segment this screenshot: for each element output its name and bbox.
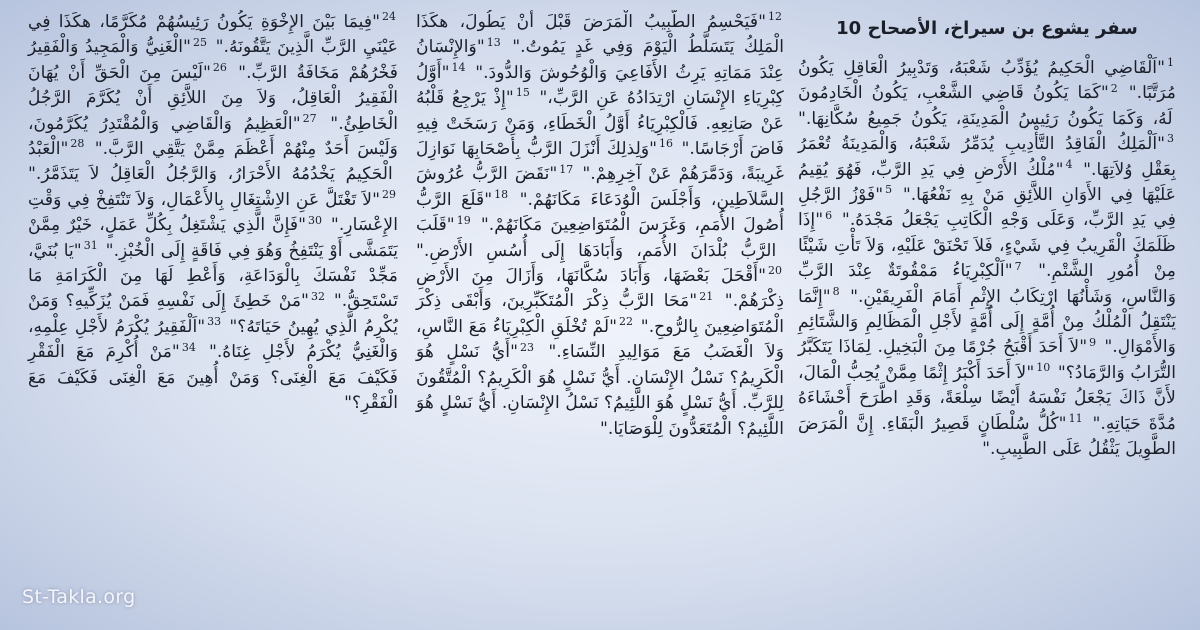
verse: $^{30}$"فَإِنَّ الَّذِي يَشْتَغِلُ بِكُلِّ عَمَلٍ، خَيْرٌ مِمَّنْ يَتَمَشَّى أَوْ يَنْتَفِخُ وَهُوَ فِي فَاقَةٍ إِلَى الْخُبْزِ."	[28, 213, 399, 261]
column-middle	[410, 10, 790, 610]
verse: $^9$"لاَ أَحَدَ أَقْبَحُ جُرْمًا مِنَ الْبَخِيلِ. لِمَاذَا يَتَكَبَّرُ التُّرَابُ وَالرَّمَادُ؟"	[798, 335, 1176, 383]
site-watermark: St-Takla.org	[22, 586, 136, 608]
verse: $^{26}$"لَيْسَ مِنَ الْحَقِّ أَنْ يُهَانَ الْفَقِيرُ الْعَاقِلُ، وَلاَ مِنَ اللاَّئِقِ أَنْ يُكَرَّمَ الرَّجُلُ الْخَاطِئُ."	[28, 61, 399, 134]
verse: $^6$"إِذَا ظَلَمَكَ الْقَرِيبُ فِي شَيْءٍ، فَلاَ تَحْنَقْ عَلَيْهِ، وَلاَ تَأْتِ شَيْئًا مِنْ أُمُورِ الشَّتْمِ."	[798, 208, 1176, 282]
verse: $^{16}$"وَلِذلِكَ أَنْزَلَ الرَّبُّ بِأَصْحَابِهَا نَوَازِلَ غَرِيبَةً، وَدَمَّرَهُمْ عَنْ آخِرِهِمْ."	[416, 137, 785, 185]
verse: $^{13}$"وَالإِنْسَانُ عِنْدَ مَمَاتِهِ يَرِثُ الأَفَاعِيَ وَالْوُحُوشَ وَالدُّودَ."	[416, 35, 784, 83]
column-right	[792, 16, 1182, 616]
verse: $^{28}$"الْعَبْدُ الْحَكِيمُ يَخْدُمُهُ الأَحْرَارُ، وَالرَّجُلُ الْعَاقِلُ لاَ يَتَذَمَّرُ."	[28, 137, 393, 185]
verse: $^2$"كَمَا يَكُونُ قَاضِي الشَّعْبِ، يَكُونُ الْخَادِمُونَ لَهُ، وَكَمَا يَكُونُ رَئِيسُ الْمَدِينَةِ، يَكُونُ جَمِيعُ سُكَّانِهَا."	[798, 81, 1173, 129]
verse: $^{32}$"مَنْ خَطِئَ إِلَى نَفْسِهِ فَمَنْ يُزَكِّيهِ؟ وَمَنْ يُكْرِمُ الَّذِي يُهِينُ حَيَاتَهُ؟"	[28, 289, 399, 337]
verse: $^{10}$"لاَ أَحَدَ أَكْبَرُ إِثْمًا مِمَّنْ يُحِبُّ الْمَالَ، لأَنَّ ذَاكَ يَجْعَلُ نَفْسَهُ أَيْضًا سِلْعَةً، وَقَدِ اطَّرَحَ أَحْشَاءَهُ مُدَّةَ حَيَاتِهِ."	[798, 361, 1176, 434]
verse: $^8$"إِنَّمَا يَنْتَقِلُ الْمُلْكُ مِنْ أُمَّةٍ إِلَى أُمَّةٍ لأَجْلِ الْمَظَالِمِ وَالشَّتَائِمِ وَالأَمْوَالِ."	[798, 284, 1176, 358]
verse: $^3$"اَلْمَلِكُ الْفَاقِدُ التَّأْدِيبِ يُدَمِّرُ شَعْبَهُ، وَالْمَدِينَةُ تُعْمَرُ بِعَقْلِ وُلاَتِهَا."	[798, 132, 1176, 180]
verse: $^{23}$"أَيُّ نَسْلٍ هُوَ الْكَرِيمُ؟ نَسْلُ الإِنْسَانِ. أَيُّ نَسْلٍ هُوَ الْكَرِيمُ؟ الْمُتَّقُونَ لِلرَّبِّ. أَيُّ نَسْلٍ هُوَ اللَّئِيمُ؟ نَسْلُ الإِنْسَانِ. أَيُّ نَسْلٍ هُوَ اللَّئِيمُ؟ الْمُتَعَدُّونَ لِلْوَصَايَا."	[416, 340, 784, 439]
verse: $^1$"اَلْقَاضِي الْحَكِيمُ يُؤَدِّبُ شَعْبَهُ، وَتَدْبِيرُ الْعَاقِلِ يَكُونُ مُرَتَّبًا."	[798, 56, 1176, 104]
verse: $^{34}$"مَنْ أُكْرِمَ مَعَ الْفَقْرِ فَكَيْفَ مَعَ الْغِنَى؟ وَمَنْ أُهِينَ مَعَ الْغِنَى فَكَيْفَ مَعَ الْفَقْرِ؟"	[28, 340, 398, 414]
verse: $^{11}$"كُلُّ سُلْطَانٍ قَصِيرُ الْبَقَاءِ. إِنَّ الْمَرَضَ الطَّوِيلَ يَثْقُلُ عَلَى الطَّبِيبِ."	[798, 411, 1176, 460]
column-left	[22, 10, 404, 610]
verse: $^{14}$"أَوَّلُ كِبْرِيَاءِ الإِنْسَانِ ارْتِدَادُهُ عَنِ الرَّبِّ،"	[416, 61, 784, 109]
verse: $^5$"فَوْزُ الرَّجُلِ فِي يَدِ الرَّبِّ، وَعَلَى وَجْهِ الْكَاتِبِ يَجْعَلُ مَجْدَهُ."	[798, 183, 1177, 231]
verse: $^{31}$"يَا بُنَيَّ، مَجِّدْ نَفْسَكَ بِالْوَدَاعَةِ، وَأَعْطِ لَهَا مِنَ الْكَرَامَةِ مَا تَسْتَحِقُّ."	[28, 238, 398, 312]
verse: $^{19}$"قَلَبَ الرَّبُّ بُلْدَانَ الأُمَمِ، وَأَبَادَهَا إِلَى أُسُسِ الأَرْضِ."	[416, 213, 777, 261]
verse: $^{12}$"فَيَحْسِمُ الطَّبِيبُ الْمَرَضَ قَبْلَ أَنْ يَطُولَ، هكَذَا الْمَلِكُ يَتَسَلَّطُ الْيَوْمَ وَفِي غَدٍ يَمُوتُ."	[416, 10, 784, 58]
verse: $^{33}$"اَلْفَقِيرُ يُكْرَمُ لأَجْلِ عِلْمِهِ، وَالْغَنِيُّ يُكْرَمُ لأَجْلِ غِنَاهُ."	[28, 315, 398, 363]
verse: $^7$"اَلْكِبْرِيَاءُ مَمْقُوتَةٌ عِنْدَ الرَّبِّ وَالنَّاسِ، وَشَأْنُهَا ارْتِكَابُ الإِثْمِ أَمَامَ الْفَرِيقَيْنِ."	[798, 259, 1176, 307]
verse: $^{20}$"أَقْحَلَ بَعْضَهَا، وَأَبَادَ سُكَّانَهَا، وَأَزَالَ مِنَ الأَرْضِ ذِكْرَهُمْ."	[416, 264, 784, 312]
verse: $^{27}$"الْعَظِيمُ وَالْقَاضِي وَالْمُقْتَدِرُ يُكَرَّمُونَ، وَلَيْسَ أَحَدٌ مِنْهُمْ أَعْظَمَ مِمَّنْ يَتَّقِي الرَّبَّ."	[28, 111, 398, 160]
verse: $^{21}$"مَحَا الرَّبُّ ذِكْرَ الْمُتَكَبِّرِينَ، وَأَبْقَى ذِكْرَ الْمُتَوَاضِعِينَ بِالرُّوحِ."	[416, 289, 784, 337]
verse: $^{25}$"الْغَنِيُّ وَالْمَجِيدُ وَالْفَقِيرُ فَخْرُهُمْ مَخَافَةُ الرَّبِّ."	[28, 35, 398, 83]
verse: $^4$"مُلْكُ الأَرْضِ فِي يَدِ الرَّبِّ، فَهُوَ يُقِيمُ عَلَيْهَا فِي الأَوَانِ اللاَّئِقِ مَنْ بِهِ نَفْعُهَا."	[798, 157, 1176, 206]
verse: $^{24}$"فِيمَا بَيْنَ الإِخْوَةِ يَكُونُ رَئِيسُهُمْ مُكَرَّمًا، هكَذَا فِي عَيْنَيِ الرَّبِّ الَّذِينَ يَتَّقُونَهُ."	[28, 10, 398, 58]
verse: $^{18}$"قَلَعَ الرَّبُّ أُصُولَ الأُمَمِ، وَغَرَسَ الْمُتَوَاضِعِينَ مَكَانَهُمْ."	[416, 188, 785, 236]
verse: $^{15}$"إِذْ يَرْجِعُ قَلْبُهُ عَنْ صَانِعِهِ. فَالْكِبْرِيَاءُ أَوَّلُ الْخَطَاءِ، وَمَنْ رَسَخَتْ فِيهِ فَاضَ أَرْجَاسًا."	[416, 86, 784, 160]
chapter-title: سفر يشوع بن سيراخ، الأصحاح 10	[836, 18, 1138, 39]
verse: $^{17}$"نَقَضَ الرَّبُّ عُرُوشَ السَّلاَطِينِ، وَأَجْلَسَ الْوُدَعَاءَ مَكَانَهُمْ."	[416, 162, 785, 210]
verse: $^{29}$"لاَ تَغْتَلَّ عَنِ الاِشْتِغَالِ بِالأَعْمَالِ، وَلاَ تَنْتَفِخْ فِي وَقْتِ الإِعْسَارِ."	[28, 188, 398, 236]
verse: $^{22}$"لَمْ تُخْلَقِ الْكِبْرِيَاءُ مَعَ النَّاسِ، وَلاَ الْغَضَبُ مَعَ مَوَالِيدِ النِّسَاءِ."	[416, 315, 785, 363]
